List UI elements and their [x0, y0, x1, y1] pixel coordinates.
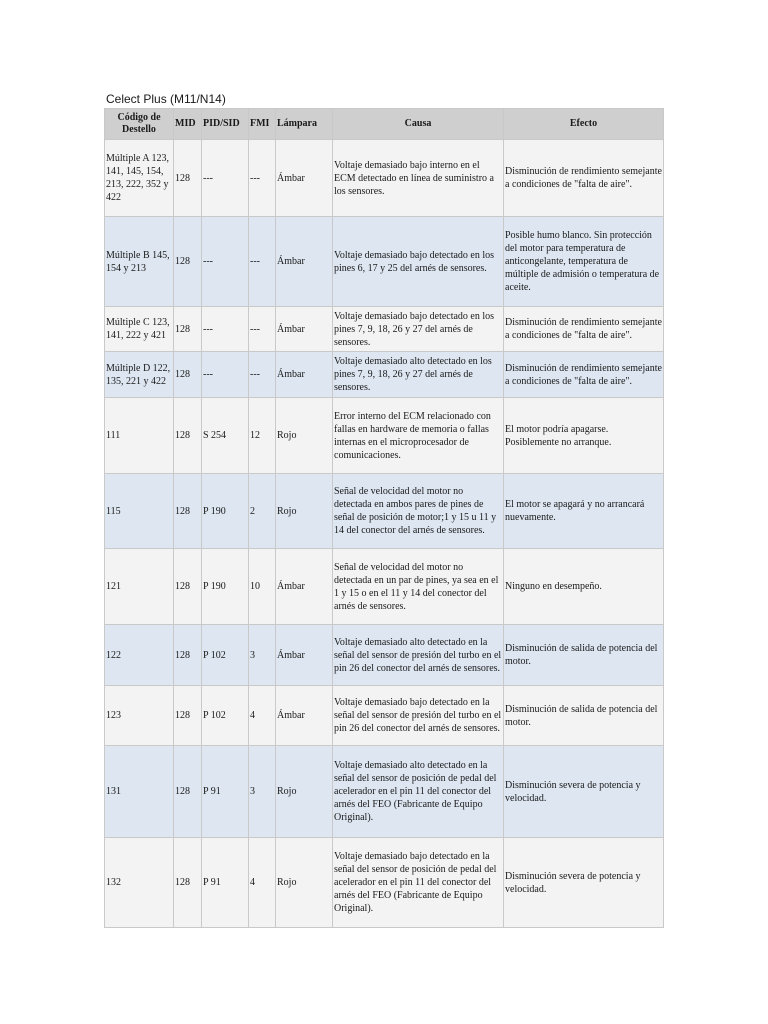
cell-lampara: Ámbar	[276, 140, 333, 217]
cell-efecto: Disminución de salida de potencia del motor.	[504, 625, 664, 686]
cell-pid: P 190	[202, 474, 249, 549]
cell-pid: ---	[202, 140, 249, 217]
cell-lampara: Rojo	[276, 746, 333, 838]
cell-pid: P 91	[202, 746, 249, 838]
header-efecto: Efecto	[504, 109, 664, 140]
header-pid-sid: PID/SID	[202, 109, 249, 140]
cell-code: 131	[105, 746, 174, 838]
header-causa: Causa	[333, 109, 504, 140]
cell-lampara: Rojo	[276, 474, 333, 549]
cell-pid: ---	[202, 217, 249, 307]
table-row	[105, 686, 664, 746]
cell-pid: P 91	[202, 838, 249, 928]
cell-pid: ---	[202, 352, 249, 398]
cell-lampara: Ámbar	[276, 686, 333, 746]
cell-mid: 128	[174, 686, 202, 746]
cell-lampara: Ámbar	[276, 217, 333, 307]
cell-mid: 128	[174, 398, 202, 474]
cell-efecto: Ninguno en desempeño.	[504, 549, 664, 625]
cell-pid: P 190	[202, 549, 249, 625]
cell-fmi: 2	[249, 474, 276, 549]
cell-pid: P 102	[202, 625, 249, 686]
cell-fmi: ---	[249, 140, 276, 217]
cell-lampara: Ámbar	[276, 352, 333, 398]
cell-pid: P 102	[202, 686, 249, 746]
cell-mid: 128	[174, 838, 202, 928]
cell-mid: 128	[174, 217, 202, 307]
cell-causa: Voltaje demasiado bajo interno en el ECM detectado en línea de suministro a los sensores.	[333, 140, 504, 217]
cell-code: 115	[105, 474, 174, 549]
cell-causa: Voltaje demasiado alto detectado en la señal del sensor de posición de pedal del acelerador en el pin 11 del conector del arnés del FEO (Fabricante de Equipo Original).	[333, 746, 504, 838]
table-row	[105, 474, 664, 549]
cell-lampara: Ámbar	[276, 625, 333, 686]
cell-efecto: Posible humo blanco. Sin protección del motor para temperatura de anticongelante, temperatura de múltiple de admisión o temperatura de aceite.	[504, 217, 664, 307]
table-row	[105, 625, 664, 686]
cell-causa: Voltaje demasiado bajo detectado en la señal del sensor de posición de pedal del acelerador en el pin 11 del conector del arnés del FEO (Fabricante de Equipo Original).	[333, 838, 504, 928]
table-header-row	[105, 109, 664, 140]
cell-mid: 128	[174, 474, 202, 549]
cell-mid: 128	[174, 140, 202, 217]
cell-causa: Voltaje demasiado alto detectado en la señal del sensor de presión del turbo en el pin 26 del conector del arnés de sensores.	[333, 625, 504, 686]
cell-causa: Voltaje demasiado bajo detectado en los pines 6, 17 y 25 del arnés de sensores.	[333, 217, 504, 307]
cell-efecto: Disminución severa de potencia y velocidad.	[504, 838, 664, 928]
cell-efecto: El motor se apagará y no arrancará nuevamente.	[504, 474, 664, 549]
table-row	[105, 838, 664, 928]
cell-efecto: Disminución de rendimiento semejante a condiciones de "falta de aire".	[504, 140, 664, 217]
cell-lampara: Ámbar	[276, 307, 333, 352]
cell-code: Múltiple B 145, 154 y 213	[105, 217, 174, 307]
header-codigo: Código de Destello	[105, 109, 174, 140]
cell-fmi: 3	[249, 746, 276, 838]
cell-code: 123	[105, 686, 174, 746]
table-row	[105, 398, 664, 474]
cell-efecto: Disminución de rendimiento semejante a condiciones de "falta de aire".	[504, 307, 664, 352]
cell-causa: Voltaje demasiado bajo detectado en la señal del sensor de presión del turbo en el pin 26 del conector del arnés de sensores.	[333, 686, 504, 746]
cell-lampara: Rojo	[276, 838, 333, 928]
cell-lampara: Ámbar	[276, 549, 333, 625]
cell-pid: S 254	[202, 398, 249, 474]
cell-fmi: ---	[249, 307, 276, 352]
cell-causa: Señal de velocidad del motor no detectada en ambos pares de pines de señal de posición de motor;1 y 15 u 11 y 14 del conector del arnés de sensores.	[333, 474, 504, 549]
cell-pid: ---	[202, 307, 249, 352]
table-row	[105, 549, 664, 625]
cell-mid: 128	[174, 307, 202, 352]
cell-mid: 128	[174, 746, 202, 838]
page-title: Celect Plus (M11/N14)	[106, 92, 226, 106]
cell-fmi: 4	[249, 838, 276, 928]
cell-fmi: ---	[249, 217, 276, 307]
table-row	[105, 217, 664, 307]
cell-code: 132	[105, 838, 174, 928]
cell-efecto: Disminución severa de potencia y velocidad.	[504, 746, 664, 838]
cell-code: 121	[105, 549, 174, 625]
cell-fmi: 12	[249, 398, 276, 474]
cell-mid: 128	[174, 549, 202, 625]
cell-causa: Voltaje demasiado alto detectado en los pines 7, 9, 18, 26 y 27 del arnés de sensores.	[333, 352, 504, 398]
table-row	[105, 307, 664, 352]
table-row	[105, 746, 664, 838]
cell-code: 122	[105, 625, 174, 686]
cell-causa: Voltaje demasiado bajo detectado en los pines 7, 9, 18, 26 y 27 del arnés de sensores.	[333, 307, 504, 352]
header-lampara: Lámpara	[276, 109, 333, 140]
cell-efecto: El motor podría apagarse. Posiblemente no arranque.	[504, 398, 664, 474]
cell-mid: 128	[174, 352, 202, 398]
cell-mid: 128	[174, 625, 202, 686]
cell-fmi: ---	[249, 352, 276, 398]
cell-fmi: 10	[249, 549, 276, 625]
cell-causa: Señal de velocidad del motor no detectada en un par de pines, ya sea en el 1 y 15 o en el 11 y 14 del conector del arnés de sensores.	[333, 549, 504, 625]
cell-code: Múltiple D 122, 135, 221 y 422	[105, 352, 174, 398]
cell-code: 111	[105, 398, 174, 474]
cell-efecto: Disminución de salida de potencia del motor.	[504, 686, 664, 746]
cell-causa: Error interno del ECM relacionado con fallas en hardware de memoria o fallas internas en el microprocesador de comunicaciones.	[333, 398, 504, 474]
fault-code-table	[104, 108, 664, 928]
cell-code: Múltiple C 123, 141, 222 y 421	[105, 307, 174, 352]
cell-code: Múltiple A 123, 141, 145, 154, 213, 222, 352 y 422	[105, 140, 174, 217]
header-fmi: FMI	[249, 109, 276, 140]
cell-fmi: 4	[249, 686, 276, 746]
cell-lampara: Rojo	[276, 398, 333, 474]
table-row	[105, 140, 664, 217]
cell-efecto: Disminución de rendimiento semejante a condiciones de "falta de aire".	[504, 352, 664, 398]
cell-fmi: 3	[249, 625, 276, 686]
header-mid: MID	[174, 109, 202, 140]
table-row	[105, 352, 664, 398]
